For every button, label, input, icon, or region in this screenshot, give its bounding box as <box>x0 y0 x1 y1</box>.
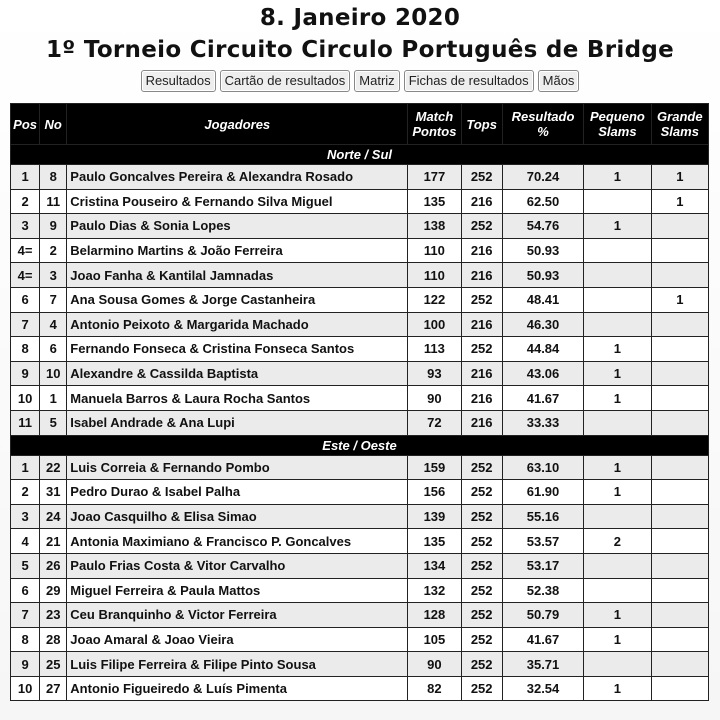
tab-fichas-de-resultados[interactable]: Fichas de resultados <box>404 70 534 92</box>
table-row <box>11 603 708 627</box>
row-players[interactable]: Joao Amaral & Joao Vieira <box>67 628 407 652</box>
table-row <box>11 554 708 578</box>
row-pos: 4= <box>11 263 39 287</box>
row-players[interactable]: Joao Casquilho & Elisa Simao <box>67 505 407 529</box>
row-result-pct: 61.90 <box>503 480 583 504</box>
col-header-small-slams-line1: Pequeno <box>589 109 645 124</box>
row-small-slams: 1 <box>584 456 650 480</box>
col-header-tops[interactable]: Tops <box>462 104 502 144</box>
row-pos: 1 <box>11 165 39 189</box>
section-header <box>11 436 708 455</box>
row-grand-slams <box>652 386 708 410</box>
row-small-slams: 1 <box>584 214 650 238</box>
table-row <box>11 386 708 410</box>
results-body <box>11 145 708 700</box>
row-pos: 1 <box>11 456 39 480</box>
row-result-pct: 50.79 <box>503 603 583 627</box>
row-grand-slams <box>652 529 708 553</box>
row-players[interactable]: Belarmino Martins & João Ferreira <box>67 239 407 263</box>
row-no: 5 <box>40 411 66 435</box>
tab-matriz[interactable]: Matriz <box>354 70 399 92</box>
row-no: 4 <box>40 313 66 337</box>
row-grand-slams <box>652 313 708 337</box>
row-result-pct: 48.41 <box>503 288 583 312</box>
row-small-slams <box>584 554 650 578</box>
col-header-small-slams-line2: Slams <box>598 124 637 139</box>
row-grand-slams <box>652 411 708 435</box>
row-players[interactable]: Antonio Peixoto & Margarida Machado <box>67 313 407 337</box>
row-match-points: 90 <box>408 386 460 410</box>
row-grand-slams <box>652 239 708 263</box>
row-players[interactable]: Miguel Ferreira & Paula Mattos <box>67 579 407 603</box>
row-tops: 252 <box>462 628 502 652</box>
row-small-slams: 1 <box>584 337 650 361</box>
row-no: 3 <box>40 263 66 287</box>
row-grand-slams <box>652 677 708 701</box>
row-match-points: 128 <box>408 603 460 627</box>
row-players[interactable]: Luis Filipe Ferreira & Filipe Pinto Sousa <box>67 652 407 676</box>
row-tops: 216 <box>462 411 502 435</box>
col-header-result[interactable] <box>503 104 583 144</box>
table-row <box>11 529 708 553</box>
row-result-pct: 50.93 <box>503 263 583 287</box>
col-header-match-points-line1: Match <box>415 109 454 124</box>
row-grand-slams: 1 <box>652 190 708 214</box>
table-row <box>11 362 708 386</box>
table-row <box>11 337 708 361</box>
table-row <box>11 165 708 189</box>
row-small-slams <box>584 263 650 287</box>
table-header-row <box>11 104 708 144</box>
row-small-slams <box>584 505 650 529</box>
row-tops: 252 <box>462 579 502 603</box>
row-tops: 216 <box>462 263 502 287</box>
col-header-players[interactable]: Jogadores <box>67 104 407 144</box>
row-grand-slams <box>652 362 708 386</box>
table-row <box>11 628 708 652</box>
row-grand-slams <box>652 628 708 652</box>
table-row <box>11 288 708 312</box>
row-no: 6 <box>40 337 66 361</box>
row-players[interactable]: Paulo Goncalves Pereira & Alexandra Rosado <box>67 165 407 189</box>
results-table <box>10 103 709 701</box>
row-grand-slams <box>652 480 708 504</box>
row-no: 25 <box>40 652 66 676</box>
row-players[interactable]: Cristina Pouseiro & Fernando Silva Miguel <box>67 190 407 214</box>
row-no: 9 <box>40 214 66 238</box>
row-grand-slams <box>652 456 708 480</box>
row-match-points: 82 <box>408 677 460 701</box>
row-match-points: 132 <box>408 579 460 603</box>
row-small-slams <box>584 411 650 435</box>
table-row <box>11 411 708 435</box>
row-no: 31 <box>40 480 66 504</box>
row-tops: 252 <box>462 677 502 701</box>
row-players[interactable]: Luis Correia & Fernando Pombo <box>67 456 407 480</box>
col-header-small-slams[interactable] <box>584 104 650 144</box>
row-small-slams: 1 <box>584 386 650 410</box>
row-no: 26 <box>40 554 66 578</box>
row-tops: 252 <box>462 603 502 627</box>
row-grand-slams <box>652 505 708 529</box>
event-date: 8. Janeiro 2020 <box>259 5 461 31</box>
row-match-points: 90 <box>408 652 460 676</box>
row-result-pct: 32.54 <box>503 677 583 701</box>
row-pos: 6 <box>11 579 39 603</box>
section-title: Norte / Sul <box>11 145 708 164</box>
row-tops: 252 <box>462 456 502 480</box>
row-result-pct: 52.38 <box>503 579 583 603</box>
row-tops: 252 <box>462 480 502 504</box>
row-players[interactable]: Ceu Branquinho & Victor Ferreira <box>67 603 407 627</box>
row-small-slams: 1 <box>584 628 650 652</box>
row-grand-slams <box>652 554 708 578</box>
row-pos: 8 <box>11 628 39 652</box>
row-players[interactable]: Paulo Dias & Sonia Lopes <box>67 214 407 238</box>
row-tops: 252 <box>462 337 502 361</box>
row-tops: 216 <box>462 386 502 410</box>
row-match-points: 135 <box>408 190 460 214</box>
row-players[interactable]: Manuela Barros & Laura Rocha Santos <box>67 386 407 410</box>
row-no: 1 <box>40 386 66 410</box>
row-no: 2 <box>40 239 66 263</box>
row-tops: 252 <box>462 529 502 553</box>
row-small-slams: 2 <box>584 529 650 553</box>
row-tops: 252 <box>462 554 502 578</box>
row-pos: 7 <box>11 603 39 627</box>
row-no: 21 <box>40 529 66 553</box>
row-pos: 5 <box>11 554 39 578</box>
table-row <box>11 456 708 480</box>
row-result-pct: 43.06 <box>503 362 583 386</box>
row-result-pct: 41.67 <box>503 628 583 652</box>
table-row <box>11 480 708 504</box>
row-result-pct: 54.76 <box>503 214 583 238</box>
row-small-slams <box>584 190 650 214</box>
row-result-pct: 33.33 <box>503 411 583 435</box>
table-row <box>11 505 708 529</box>
row-pos: 11 <box>11 411 39 435</box>
section-title: Este / Oeste <box>11 436 708 455</box>
row-players[interactable]: Joao Fanha & Kantilal Jamnadas <box>67 263 407 287</box>
table-row <box>11 190 708 214</box>
row-tops: 252 <box>462 652 502 676</box>
row-small-slams <box>584 652 650 676</box>
row-players[interactable]: Pedro Durao & Isabel Palha <box>67 480 407 504</box>
row-pos: 6 <box>11 288 39 312</box>
row-small-slams: 1 <box>584 677 650 701</box>
row-grand-slams: 1 <box>652 165 708 189</box>
row-tops: 252 <box>462 165 502 189</box>
tab-maos[interactable]: Mãos <box>538 70 580 92</box>
row-match-points: 159 <box>408 456 460 480</box>
table-row <box>11 652 708 676</box>
row-match-points: 93 <box>408 362 460 386</box>
row-tops: 216 <box>462 239 502 263</box>
col-header-grand-slams-line1: Grande <box>657 109 703 124</box>
row-no: 7 <box>40 288 66 312</box>
row-small-slams <box>584 313 650 337</box>
row-tops: 216 <box>462 313 502 337</box>
tab-resultados[interactable]: Resultados <box>141 70 216 92</box>
row-match-points: 100 <box>408 313 460 337</box>
row-match-points: 72 <box>408 411 460 435</box>
col-header-no[interactable]: No <box>40 104 66 144</box>
table-row <box>11 239 708 263</box>
row-players[interactable]: Alexandre & Cassilda Baptista <box>67 362 407 386</box>
row-pos: 10 <box>11 386 39 410</box>
row-grand-slams: 1 <box>652 288 708 312</box>
row-pos: 4= <box>11 239 39 263</box>
row-match-points: 110 <box>408 263 460 287</box>
col-header-pos[interactable]: Pos <box>11 104 39 144</box>
row-players[interactable]: Isabel Andrade & Ana Lupi <box>67 411 407 435</box>
row-small-slams <box>584 288 650 312</box>
row-small-slams <box>584 579 650 603</box>
col-header-match-points-line2: Pontos <box>412 124 457 139</box>
row-pos: 3 <box>11 214 39 238</box>
row-grand-slams <box>652 652 708 676</box>
row-grand-slams <box>652 263 708 287</box>
row-grand-slams <box>652 603 708 627</box>
row-no: 27 <box>40 677 66 701</box>
row-pos: 3 <box>11 505 39 529</box>
row-no: 28 <box>40 628 66 652</box>
row-match-points: 156 <box>408 480 460 504</box>
nav-tabs <box>0 70 720 92</box>
row-players[interactable]: Ana Sousa Gomes & Jorge Castanheira <box>67 288 407 312</box>
row-match-points: 113 <box>408 337 460 361</box>
row-tops: 216 <box>462 190 502 214</box>
page-title: 1º Torneio Circuito Circulo Português de Bridge <box>46 37 674 63</box>
row-match-points: 138 <box>408 214 460 238</box>
row-grand-slams <box>652 214 708 238</box>
row-grand-slams <box>652 337 708 361</box>
row-match-points: 177 <box>408 165 460 189</box>
row-result-pct: 55.16 <box>503 505 583 529</box>
row-pos: 4 <box>11 529 39 553</box>
row-no: 8 <box>40 165 66 189</box>
row-pos: 9 <box>11 652 39 676</box>
row-pos: 2 <box>11 480 39 504</box>
row-result-pct: 44.84 <box>503 337 583 361</box>
row-pos: 10 <box>11 677 39 701</box>
row-small-slams: 1 <box>584 362 650 386</box>
row-pos: 7 <box>11 313 39 337</box>
row-result-pct: 50.93 <box>503 239 583 263</box>
table-row <box>11 579 708 603</box>
row-match-points: 134 <box>408 554 460 578</box>
row-tops: 252 <box>462 288 502 312</box>
row-pos: 9 <box>11 362 39 386</box>
row-result-pct: 41.67 <box>503 386 583 410</box>
row-tops: 252 <box>462 505 502 529</box>
row-result-pct: 35.71 <box>503 652 583 676</box>
row-grand-slams <box>652 579 708 603</box>
col-header-result-line1: Resultado <box>511 109 575 124</box>
row-pos: 2 <box>11 190 39 214</box>
row-tops: 216 <box>462 362 502 386</box>
row-no: 10 <box>40 362 66 386</box>
row-small-slams: 1 <box>584 603 650 627</box>
row-no: 11 <box>40 190 66 214</box>
row-small-slams: 1 <box>584 480 650 504</box>
row-match-points: 105 <box>408 628 460 652</box>
row-no: 23 <box>40 603 66 627</box>
row-result-pct: 63.10 <box>503 456 583 480</box>
row-small-slams: 1 <box>584 165 650 189</box>
tab-cartao-de-resultados[interactable]: Cartão de resultados <box>220 70 351 92</box>
table-row <box>11 677 708 701</box>
row-result-pct: 62.50 <box>503 190 583 214</box>
row-no: 24 <box>40 505 66 529</box>
table-row <box>11 313 708 337</box>
row-no: 22 <box>40 456 66 480</box>
row-tops: 252 <box>462 214 502 238</box>
row-match-points: 122 <box>408 288 460 312</box>
row-players[interactable]: Antonia Maximiano & Francisco P. Goncalves <box>67 529 407 553</box>
row-match-points: 139 <box>408 505 460 529</box>
col-header-grand-slams-line2: Slams <box>660 124 699 139</box>
row-match-points: 110 <box>408 239 460 263</box>
table-row <box>11 214 708 238</box>
row-players[interactable]: Antonio Figueiredo & Luís Pimenta <box>67 677 407 701</box>
table-row <box>11 263 708 287</box>
col-header-result-line2: % <box>537 124 549 139</box>
row-players[interactable]: Paulo Frias Costa & Vitor Carvalho <box>67 554 407 578</box>
row-players[interactable]: Fernando Fonseca & Cristina Fonseca Santos <box>67 337 407 361</box>
col-header-grand-slams[interactable] <box>652 104 708 144</box>
row-pos: 8 <box>11 337 39 361</box>
row-match-points: 135 <box>408 529 460 553</box>
row-result-pct: 70.24 <box>503 165 583 189</box>
col-header-match-points[interactable] <box>408 104 460 144</box>
row-result-pct: 53.57 <box>503 529 583 553</box>
section-header <box>11 145 708 164</box>
row-small-slams <box>584 239 650 263</box>
row-no: 29 <box>40 579 66 603</box>
row-result-pct: 53.17 <box>503 554 583 578</box>
row-result-pct: 46.30 <box>503 313 583 337</box>
